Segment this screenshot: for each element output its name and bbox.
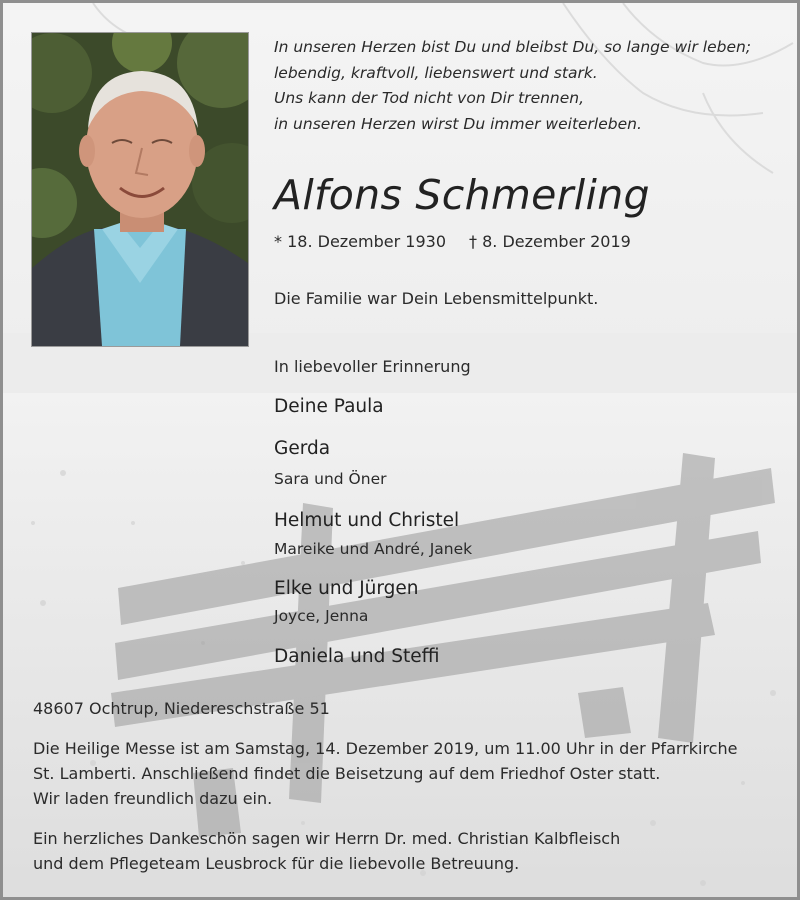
birth-date: * 18. Dezember 1930 [274,232,446,251]
service-line: Wir laden freundlich dazu ein. [33,789,273,808]
thanks-line: und dem Pflegeteam Leusbrock für die liebevolle Betreuung. [33,854,520,873]
poem-line: lebendig, kraftvoll, liebenswert und stark. [274,63,598,82]
poem-line: in unseren Herzen wirst Du immer weiterleben. [274,114,642,133]
poem-line: Uns kann der Tod nicht von Dir trennen, [274,89,585,107]
service-line: St. Lamberti. Anschließend findet die Beisetzung auf dem Friedhof Oster statt. [33,764,661,783]
family-member: Deine Paula [274,396,384,417]
motto-line: Die Familie war Dein Lebensmittelpunkt. [274,289,599,308]
family-children: Joyce, Jenna [274,607,369,625]
family-member: Helmut und Christel [274,510,460,531]
family-member: Daniela und Steffi [274,646,440,667]
mourning-address: 48607 Ochtrup, Niedereschstraße 51 [33,699,330,718]
memory-intro: In liebevoller Erinnerung [274,357,471,376]
death-date: † 8. Dezember 2019 [469,232,631,251]
portrait-photo [31,32,249,347]
family-children: Sara und Öner [274,470,387,488]
family-member: Elke und Jürgen [274,578,419,599]
thanks-note [33,826,620,876]
family-children: Mareike und André, Janek [274,540,473,558]
deceased-name: Alfons Schmerling [274,171,650,219]
thanks-line: Ein herzliches Dankeschön sagen wir Herrn Dr. med. Christian Kalbfleisch [33,829,621,848]
poem-verse [274,35,751,137]
poem-line: In unseren Herzen bist Du und bleibst Du, so lange wir leben; [274,38,752,56]
family-member: Gerda [274,438,331,459]
service-info [33,736,737,811]
service-line: Die Heilige Messe ist am Samstag, 14. Dezember 2019, um 11.00 Uhr in der Pfarrkirche [33,739,738,758]
